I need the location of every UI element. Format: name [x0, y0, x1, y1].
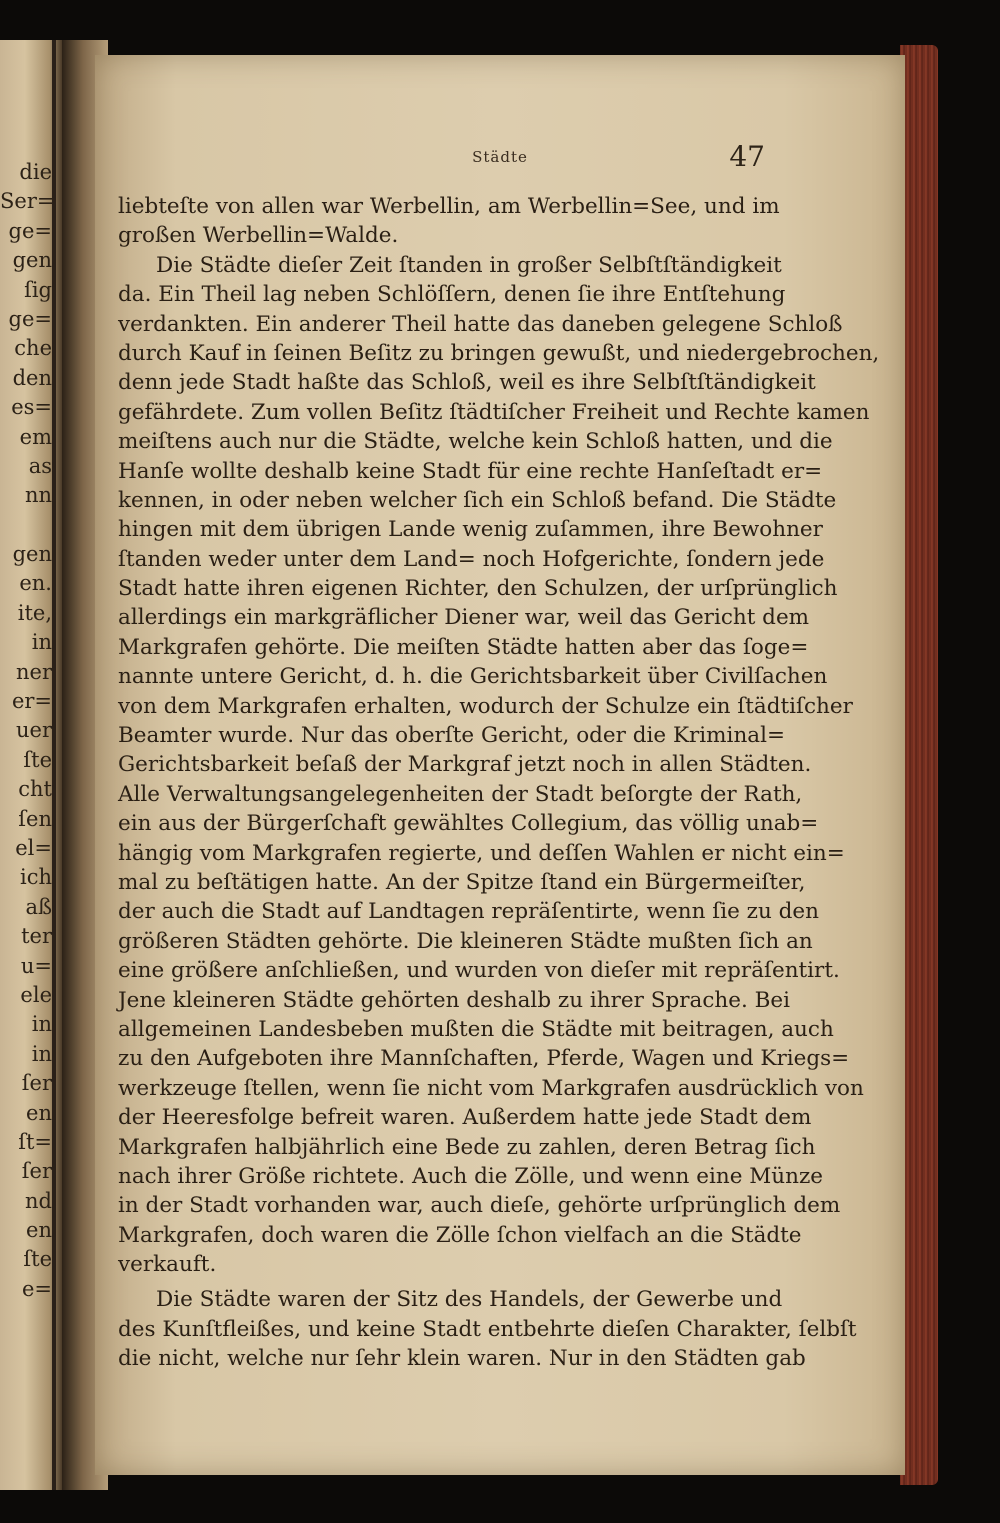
left-page-fragment: ſer [21, 1071, 52, 1096]
left-page-fragment: ich [19, 865, 52, 890]
text-line: allgemeinen Landesbeben mußten die Städte mit beitragen, auch [118, 1016, 834, 1042]
text-line: werkzeuge ſtellen, wenn ſie nicht vom Markgrafen ausdrücklich von [118, 1075, 864, 1101]
running-head: Städte [472, 148, 528, 166]
text-line: ein aus der Bürgerſchaft gewähltes Collegium, das völlig unab= [118, 811, 819, 837]
left-page-fragment: den [12, 365, 52, 390]
text-line: mal zu beſtätigen hatte. An der Spitze ſtand ein Bürgermeiſter, [118, 869, 806, 895]
text-line: zu den Aufgeboten ihre Mannſchaften, Pferde, Wagen und Kriegs= [118, 1046, 850, 1072]
left-page-fragment: gen [12, 542, 52, 567]
text-line: gefährdete. Zum vollen Beſitz ſtädtiſcher Freiheit und Rechte kamen [118, 399, 870, 425]
left-page-fragment: en. [19, 571, 52, 596]
left-page-fragment: ſen [18, 806, 52, 831]
text-line: des Kunſtfleißes, und keine Stadt entbehrte dieſen Charakter, ſelbſt [118, 1316, 857, 1342]
left-page-fragment [0, 511, 56, 540]
text-line: Die Städte waren der Sitz des Handels, der Gewerbe und [156, 1287, 783, 1313]
left-page-fragment: el= [15, 835, 52, 860]
left-page-fragment: es= [11, 395, 52, 420]
text-line: liebteſte von allen war Werbellin, am Werbellin=See, und im [118, 194, 780, 219]
left-page-fragment: Ser= [0, 189, 55, 214]
text-line: von dem Markgrafen erhalten, wodurch der Schulze ein ſtädtiſcher [118, 693, 853, 719]
left-page-fragment: in [31, 1012, 52, 1037]
left-page-fragment: aß [25, 894, 52, 919]
left-page-fragment: in [31, 1041, 52, 1066]
text-line: in der Stadt vorhanden war, auch dieſe, gehörte urſprünglich dem [118, 1193, 841, 1219]
left-page-fragment: in [31, 630, 52, 655]
text-line: nach ihrer Größe richtete. Auch die Zölle, und wenn eine Münze [118, 1163, 824, 1189]
left-page-fragment: ter [21, 924, 52, 949]
text-line: größeren Städten gehörte. Die kleineren Städte mußten ſich an [118, 928, 813, 954]
left-page-fragment: em [19, 424, 52, 449]
text-line: hängig vom Markgrafen regierte, und deſſen Wahlen er nicht ein= [118, 840, 845, 866]
left-page-fragment: die [19, 160, 52, 184]
left-page-text-fragments [0, 158, 56, 1304]
text-line: Die Städte dieſer Zeit ſtanden in großer Selbſtſtändigkeit [156, 252, 782, 278]
text-line: großen Werbellin=Walde. [118, 223, 399, 249]
page-block-edge [900, 45, 938, 1485]
left-page-fragment: ſte [23, 747, 52, 772]
left-page-fragment: ner [16, 659, 52, 684]
left-page-fragment: as [28, 453, 52, 478]
text-line: ſtanden weder unter dem Land= noch Hofgerichte, ſondern jede [118, 546, 825, 572]
left-page-fragment: en [26, 1100, 52, 1125]
page-header [95, 140, 905, 180]
text-line: da. Ein Theil lag neben Schlöſſern, denen ſie ihre Entſtehung [118, 282, 786, 308]
text-line: verkauft. [118, 1252, 217, 1278]
left-page-fragment: er= [11, 689, 52, 714]
text-line: Markgrafen gehörte. Die meiſten Städte hatten aber das ſoge= [118, 634, 809, 660]
text-line: Hanſe wollte deshalb keine Stadt für eine rechte Hanſeſtadt er= [118, 458, 823, 484]
text-line: der auch die Stadt auf Landtagen repräſentirte, wenn ſie zu den [118, 899, 819, 925]
text-line: der Heeresfolge befreit waren. Außerdem hatte jede Stadt dem [118, 1105, 812, 1131]
page-number: 47 [729, 140, 765, 173]
left-page-fragment: ge= [8, 218, 52, 243]
text-line: durch Kauf in ſeinen Beſitz zu bringen gewußt, und niedergebrochen, [118, 340, 880, 366]
text-line: eine größere anſchließen, und wurden von dieſer mit repräſentirt. [118, 958, 840, 984]
left-page-fragment: ſer [21, 1159, 52, 1184]
left-page-fragment: ge= [8, 306, 52, 331]
body-text [118, 192, 880, 1374]
text-line: Markgrafen halbjährlich eine Bede zu zahlen, deren Betrag ſich [118, 1134, 816, 1160]
text-line: nannte untere Gericht, d. h. die Gerichtsbarkeit über Civilſachen [118, 664, 828, 690]
text-line: hingen mit dem übrigen Lande wenig zuſammen, ihre Bewohner [118, 517, 823, 543]
text-line: verdankten. Ein anderer Theil hatte das daneben gelegene Schloß [118, 311, 843, 337]
text-line: Beamter wurde. Nur das oberſte Gericht, oder die Kriminal= [118, 723, 785, 749]
left-page-fragment: ſt= [18, 1129, 52, 1154]
text-line: die nicht, welche nur ſehr klein waren. Nur in den Städten gab [118, 1346, 806, 1372]
left-page-fragment: che [14, 336, 52, 361]
text-line: Jene kleineren Städte gehörten deshalb zu ihrer Sprache. Bei [118, 987, 791, 1013]
text-line: Alle Verwaltungsangelegenheiten der Stadt beſorgte der Rath, [118, 781, 803, 807]
text-line: meiſtens auch nur die Städte, welche kein Schloß hatten, und die [118, 429, 833, 455]
left-page-fragment: nd [25, 1188, 52, 1213]
text-line: denn jede Stadt haßte das Schloß, weil es ihre Selbſtſtändigkeit [118, 370, 816, 396]
left-page-fragment: ele [20, 982, 52, 1007]
left-page-fragment: gen [12, 248, 52, 273]
text-line: Stadt hatte ihren eigenen Richter, den Schulzen, der urſprünglich [118, 576, 838, 602]
left-page-fragment: en [26, 1218, 52, 1243]
text-line: Markgrafen, doch waren die Zölle ſchon vielfach an die Städte [118, 1222, 802, 1248]
text-line: kennen, in oder neben welcher ſich ein Schloß befand. Die Städte [118, 487, 837, 513]
text-line: allerdings ein markgräflicher Diener war, weil das Gericht dem [118, 605, 810, 631]
left-page-fragment: ite, [17, 600, 52, 625]
left-page-fragment: ſig [24, 277, 52, 302]
left-page-fragment: e= [21, 1276, 52, 1301]
left-page-fragment: uer [16, 718, 52, 743]
left-page-fragment: u= [20, 953, 52, 978]
text-line: Gerichtsbarkeit beſaß der Markgraf jetzt noch in allen Städten. [118, 752, 812, 778]
left-page-fragment: nn [24, 483, 52, 508]
left-page-fragment: ſte [23, 1247, 52, 1272]
left-page-fragment: cht [18, 777, 52, 802]
